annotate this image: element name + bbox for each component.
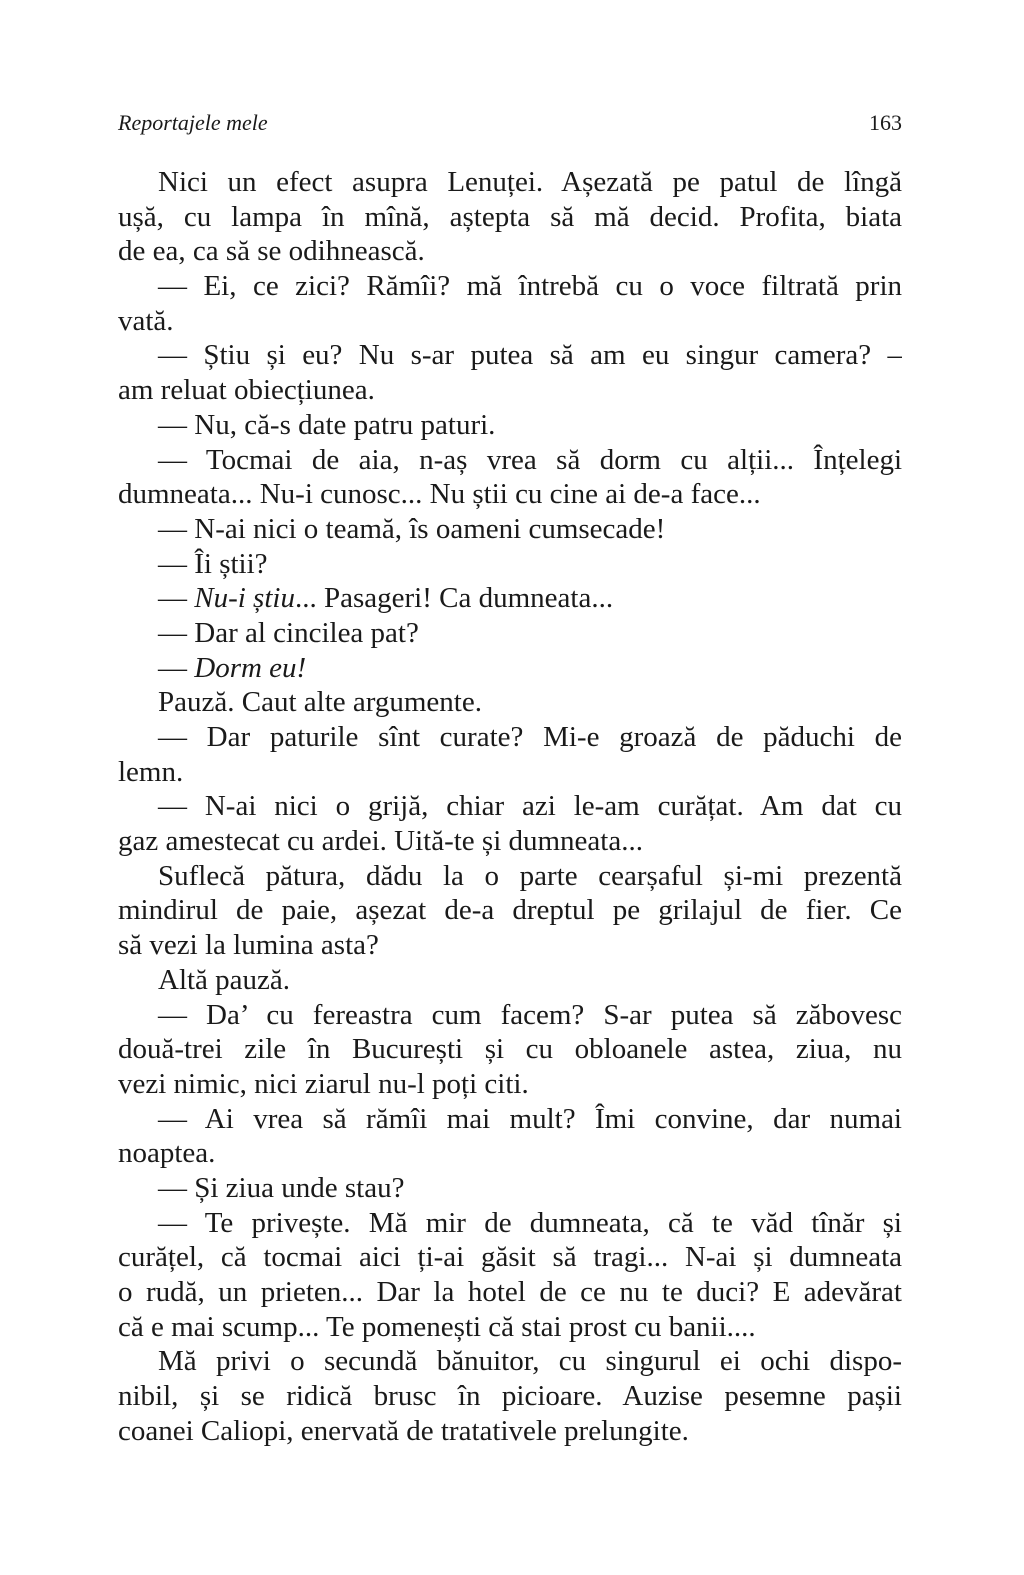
- line-text: coanei Caliopi, enervată de tratativele prelungite.: [118, 1414, 689, 1447]
- line-text: lemn.: [118, 755, 184, 788]
- text-line: [118, 443, 902, 478]
- italic-text: Nu-i știu: [194, 582, 295, 615]
- text-line: [118, 512, 902, 547]
- running-header: [118, 110, 902, 140]
- line-text: vezi nimic, nici ziarul nu-l poți citi.: [118, 1067, 529, 1100]
- text-line: [118, 234, 902, 269]
- text-line: [118, 720, 902, 755]
- body-text: [118, 165, 902, 1448]
- text-line: [118, 1067, 902, 1102]
- text-line: [118, 408, 902, 443]
- line-text: — Nu, că-s date patru paturi.: [158, 408, 496, 441]
- text-line: [118, 755, 902, 790]
- text-line: [118, 1136, 902, 1171]
- text-line: [118, 1344, 902, 1379]
- text-line: [118, 1379, 902, 1414]
- text-line: [118, 1171, 902, 1206]
- text-line: [118, 651, 902, 686]
- text-line: [118, 373, 902, 408]
- line-text: Nici un efect asupra Lenuței. Așezată pe patul de lîngă: [158, 166, 902, 198]
- line-text: — N-ai nici o teamă, îs oameni cumsecade!: [158, 512, 666, 545]
- text-line: [118, 1275, 902, 1310]
- line-text: — Ei, ce zici? Rămîi? mă întrebă cu o voce filtrată prin: [158, 270, 902, 303]
- text-line: [118, 616, 902, 651]
- text-line: [118, 893, 902, 928]
- text-line: [118, 998, 902, 1033]
- text-line: [118, 1032, 902, 1067]
- text-line: [118, 547, 902, 582]
- line-text: am reluat obiecțiunea.: [118, 374, 375, 407]
- dialogue-dash: —: [158, 651, 195, 684]
- line-text: două-trei zile în București și cu obloanele astea, ziua, nu: [118, 1033, 902, 1066]
- line-text: curățel, că tocmai aici ți-ai găsit să tragi... N-ai și dumneata: [118, 1241, 902, 1274]
- line-text: — Știu și eu? Nu s-ar putea să am eu singur camera? –: [158, 339, 902, 372]
- line-text: — Tocmai de aia, n-aș vrea să dorm cu alții... Înțelegi: [158, 443, 902, 476]
- line-text: ... Pasageri! Ca dumneata...: [294, 582, 614, 615]
- line-text: o rudă, un prieten... Dar la hotel de ce nu te duci? E adevărat: [118, 1276, 902, 1308]
- line-text: că e mai scump... Te pomenești că stai prost cu banii....: [118, 1310, 756, 1343]
- line-text: Altă pauză.: [158, 963, 291, 996]
- text-line: [118, 928, 902, 963]
- line-text: — N-ai nici o grijă, chiar azi le-am curățat. Am dat cu: [158, 790, 902, 823]
- line-text: noaptea.: [118, 1137, 216, 1170]
- text-line: [118, 963, 902, 998]
- line-text: ușă, cu lampa în mînă, aștepta să mă decid. Profita, biata: [118, 200, 902, 233]
- line-text: Mă privi o secundă bănuitor, cu singurul ei ochi dispo-: [158, 1345, 902, 1378]
- text-line: [118, 824, 902, 859]
- dialogue-dash: —: [158, 582, 195, 615]
- text-line: [118, 789, 902, 824]
- text-line: [118, 1102, 902, 1137]
- line-text: — Dar al cincilea pat?: [158, 616, 419, 649]
- text-line: [118, 1414, 902, 1449]
- text-line: [118, 338, 902, 373]
- line-text: — Te privește. Mă mir de dumneata, că te văd tînăr și: [158, 1206, 902, 1239]
- page-number: 163: [869, 110, 902, 135]
- line-text: dumneata... Nu-i cunosc... Nu știi cu cine ai de-a face...: [118, 478, 761, 511]
- running-title: Reportajele mele: [118, 110, 268, 135]
- text-line: [118, 165, 902, 200]
- line-text: nibil, și se ridică brusc în picioare. Auzise pesemne pașii: [118, 1380, 902, 1413]
- line-text: Suflecă pătura, dădu la o parte cearșaful și-mi prezentă: [158, 859, 902, 892]
- text-line: [118, 859, 902, 894]
- text-line: [118, 581, 902, 616]
- text-line: [118, 1240, 902, 1275]
- text-line: [118, 477, 902, 512]
- line-text: — Ai vrea să rămîi mai mult? Îmi convine, dar numai: [158, 1102, 902, 1135]
- line-text: vată.: [118, 304, 174, 337]
- line-text: gaz amestecat cu ardei. Uită-te și dumneata...: [118, 825, 643, 858]
- text-line: [118, 304, 902, 339]
- line-text: Pauză. Caut alte argumente.: [158, 686, 482, 719]
- text-line: [118, 200, 902, 235]
- italic-text: Dorm eu!: [194, 651, 307, 684]
- line-text: mindirul de paie, așezat de-a dreptul pe grilajul de fier. Ce: [118, 894, 902, 927]
- line-text: să vezi la lumina asta?: [118, 929, 379, 962]
- line-text: de ea, ca să se odihnească.: [118, 235, 425, 268]
- text-line: [118, 685, 902, 720]
- line-text: — Dar paturile sînt curate? Mi-e groază de păduchi de: [158, 721, 902, 753]
- text-line: [118, 1206, 902, 1241]
- line-text: — Da’ cu fereastra cum facem? S-ar putea să zăbovesc: [158, 998, 902, 1031]
- line-text: — Îi știi?: [158, 547, 268, 580]
- line-text: — Și ziua unde stau?: [158, 1171, 405, 1204]
- text-line: [118, 1310, 902, 1345]
- text-line: [118, 269, 902, 304]
